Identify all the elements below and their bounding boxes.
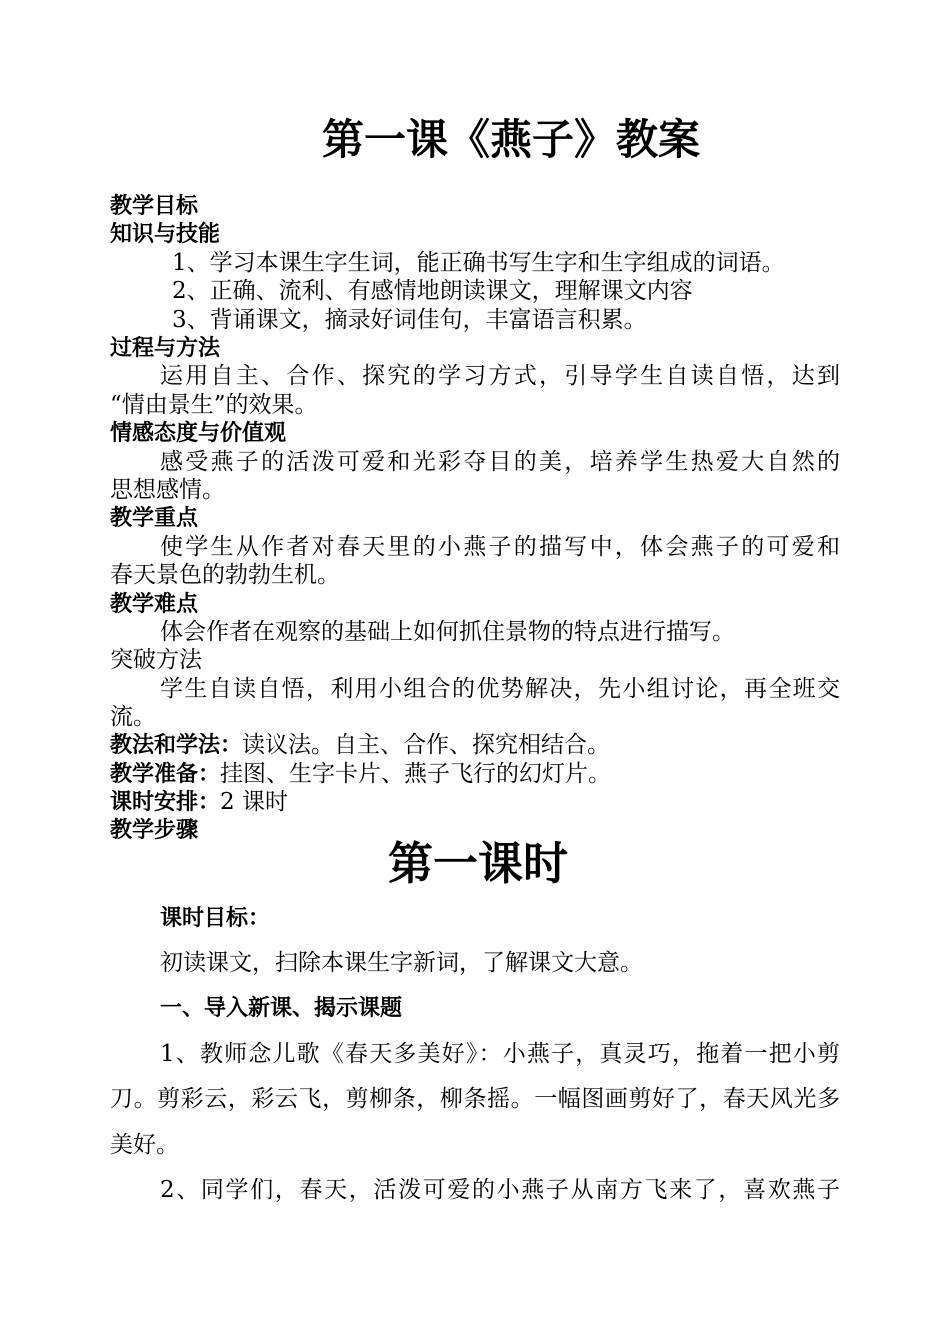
key-point-text: 使学生从作者对春天里的小燕子的描写中，体会燕子的可爱和 bbox=[160, 534, 840, 560]
knowledge-heading: 知识与技能 bbox=[110, 222, 221, 247]
methods-line bbox=[110, 731, 610, 760]
emotion-text: 感受燕子的活泼可爱和光彩夺目的美，培养学生热爱大自然的 bbox=[160, 449, 840, 475]
emotion-text: 思想感情。 bbox=[110, 477, 225, 503]
process-heading: 过程与方法 bbox=[110, 336, 221, 361]
schedule-value: 2 课时 bbox=[220, 789, 288, 815]
difficulty-text: 体会作者在观察的基础上如何抓住景物的特点进行描写。 bbox=[160, 619, 735, 645]
difficulty-heading: 教学难点 bbox=[110, 592, 199, 617]
breakthrough-text: 流。 bbox=[110, 704, 156, 730]
schedule-label: 课时安排： bbox=[110, 790, 221, 815]
preparation-value: 挂图、生字卡片、燕子飞行的幻灯片。 bbox=[220, 761, 612, 787]
preparation-label: 教学准备： bbox=[110, 762, 221, 787]
paragraph-line: 1、教师念儿歌《春天多美好》：小燕子，真灵巧，拖着一把小剪 bbox=[160, 1041, 840, 1067]
document-title: 第一课《燕子》教案 bbox=[322, 115, 701, 164]
knowledge-item: 3、背诵课文，摘录好词佳句，丰富语言积累。 bbox=[172, 307, 647, 333]
knowledge-item: 2、正确、流利、有感情地朗读课文，理解课文内容 bbox=[172, 278, 693, 304]
lesson-goal-text: 初读课文，扫除本课生字新词，了解课文大意。 bbox=[160, 950, 643, 976]
objectives-heading: 教学目标 bbox=[110, 194, 199, 219]
breakthrough-text: 学生自读自悟，利用小组合的优势解决，先小组讨论，再全班交 bbox=[160, 676, 840, 702]
emotion-heading: 情感态度与价值观 bbox=[110, 421, 287, 446]
preparation-line bbox=[110, 760, 611, 789]
methods-value: 读议法。自主、合作、探究相结合。 bbox=[242, 732, 611, 758]
lesson-title: 第一课时 bbox=[388, 837, 569, 890]
key-point-text: 春天景色的勃勃生机。 bbox=[110, 562, 340, 588]
lesson-goal-heading: 课时目标： bbox=[160, 906, 271, 931]
process-text: “情由景生”的效果。 bbox=[110, 392, 318, 418]
steps-heading: 教学步骤 bbox=[110, 818, 199, 843]
knowledge-item: 1、学习本课生字生词，能正确书写生字和生字组成的词语。 bbox=[172, 250, 785, 276]
process-text: 运用自主、合作、探究的学习方式，引导学生自读自悟，达到 bbox=[160, 363, 840, 389]
schedule-line bbox=[110, 788, 288, 817]
key-point-heading: 教学重点 bbox=[110, 506, 199, 531]
section-heading: 一、导入新课、揭示课题 bbox=[160, 996, 403, 1021]
breakthrough-heading: 突破方法 bbox=[110, 647, 202, 673]
methods-label: 教法和学法： bbox=[110, 733, 243, 758]
paragraph-line: 2、同学们，春天，活泼可爱的小燕子从南方飞来了，喜欢燕子 bbox=[160, 1177, 840, 1203]
paragraph-line: 美好。 bbox=[110, 1132, 179, 1158]
paragraph-line: 刀。剪彩云，彩云飞，剪柳条，柳条摇。一幅图画剪好了，春天风光多 bbox=[110, 1086, 840, 1112]
